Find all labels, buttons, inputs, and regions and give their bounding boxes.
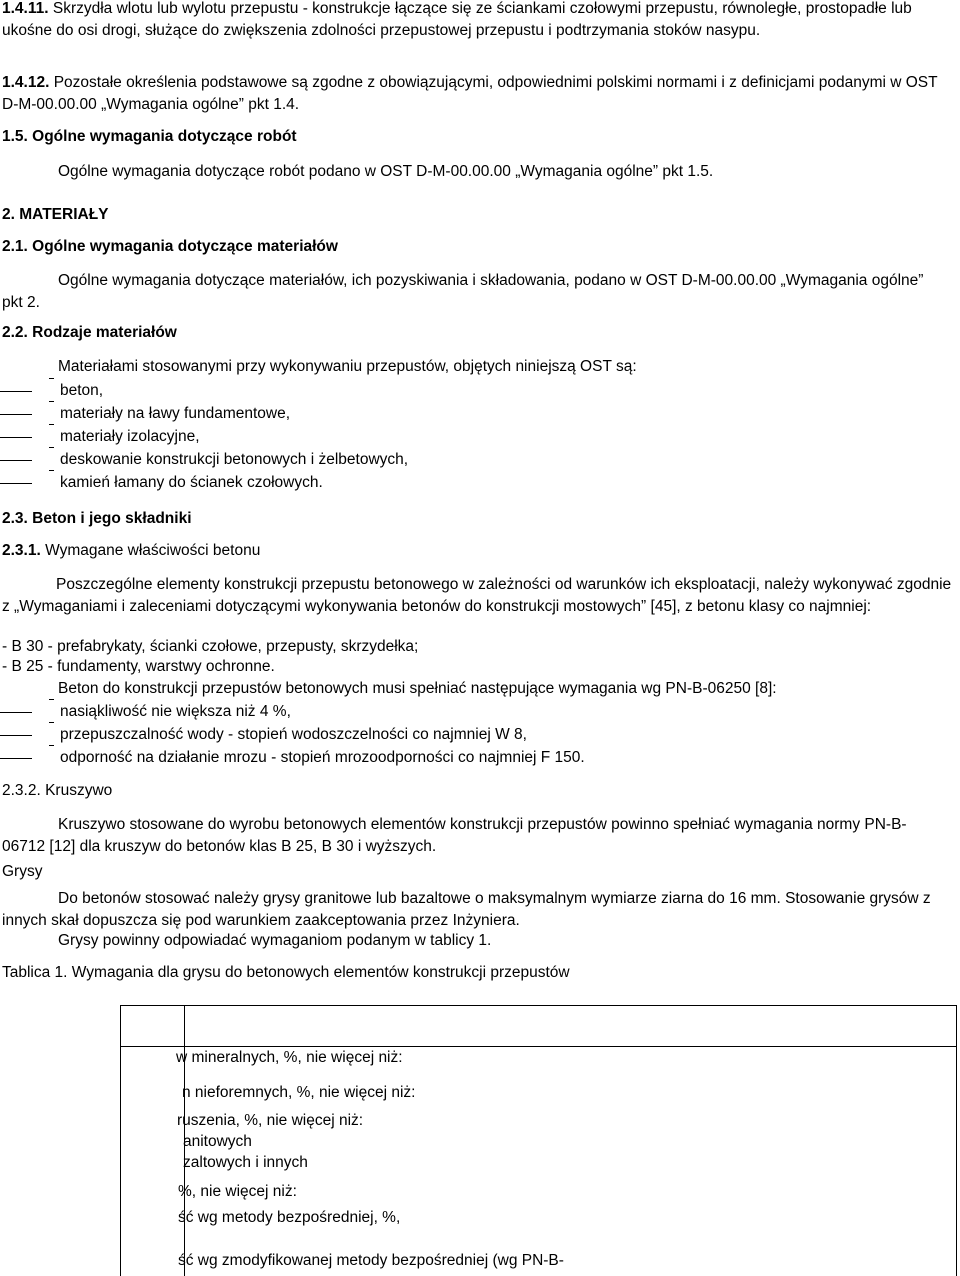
table-row: w mineralnych, %, nie więcej niż: — [176, 1049, 403, 1066]
heading-2-3: 2.3. Beton i jego składniki — [2, 510, 192, 527]
class-b30: - B 30 - prefabrykaty, ścianki czołowe, przepusty, skrzydełka; — [2, 638, 419, 655]
section-1-4-11 — [2, 0, 947, 42]
paragraph-grysy: Do betonów stosować należy grysy granitowe lub bazaltowe o maksymalnym wymiarze ziarna do 16 mm. Stosowanie grysów z innych skał dopuszcza się pod warunkiem zaakceptowania przez Inżyniera. — [2, 890, 931, 929]
heading-2-3-1: 2.3.1. Wymagane właściwości betonu — [2, 542, 261, 559]
class-b25: - B 25 - fundamenty, warstwy ochronne. — [2, 658, 275, 675]
heading-materialy: 2. MATERIAŁY — [2, 206, 109, 223]
paragraph-requirements: Beton do konstrukcji przepustów betonowych musi spełniać następujące wymagania wg PN-B-06250 [8]: — [58, 680, 777, 697]
heading-2-2: 2.2. Rodzaje materiałów — [2, 324, 177, 341]
heading-2-3-2: 2.3.2. Kruszywo — [2, 782, 113, 799]
heading-grysy: Grysy — [2, 863, 43, 880]
list-item: kamień łamany do ścianek czołowych. — [0, 471, 940, 494]
list-item: beton, — [0, 379, 940, 402]
paragraph-1-5: Ogólne wymagania dotyczące robót podano w OST D-M-00.00.00 „Wymagania ogólne” pkt 1.5. — [58, 163, 714, 180]
table-row: ść wg zmodyfikowanej metody bezpośredniej (wg PN-B- — [178, 1252, 564, 1269]
list-item: materiały izolacyjne, — [0, 425, 940, 448]
table-row: ruszenia, %, nie więcej niż: — [177, 1112, 364, 1129]
table-caption: Tablica 1. Wymagania dla grysu do betonowych elementów konstrukcji przepustów — [2, 964, 570, 981]
table-row: anitowych — [183, 1133, 252, 1150]
list-item: przepuszczalność wody - stopień wodoszczelności co najmniej W 8, — [0, 723, 940, 746]
list-item: deskowanie konstrukcji betonowych i żelbetowych, — [0, 448, 940, 471]
table-row: ść wg metody bezpośredniej, %, — [178, 1209, 401, 1226]
table-row: n nieforemnych, %, nie więcej niż: — [182, 1084, 416, 1101]
heading-1-5: 1.5. Ogólne wymagania dotyczące robót — [2, 128, 297, 145]
paragraph-2-3-2: Kruszywo stosowane do wyrobu betonowych elementów konstrukcji przepustów powinno spełniać wymagania normy PN-B-06712 [12] dla kruszyw do betonów klas B 25, B 30 i wyższych. — [2, 816, 907, 855]
section-text: Pozostałe określenia podstawowe są zgodne z obowiązującymi, odpowiednimi polskimi normami i z definicjami podanymi w OST D-M-00.00.00 „Wymagania ogólne” pkt 1.4. — [2, 74, 938, 113]
section-number: 1.4.12. — [2, 74, 50, 91]
table-header-row — [121, 1006, 956, 1047]
paragraph-grysy-table-ref: Grysy powinny odpowiadać wymaganiom podanym w tablicy 1. — [58, 932, 492, 949]
table-row: %, nie więcej niż: — [178, 1183, 297, 1200]
heading-2-1: 2.1. Ogólne wymagania dotyczące materiałów — [2, 238, 338, 255]
table-row: zaltowych i innych — [183, 1154, 308, 1171]
paragraph-2-2-intro: Materiałami stosowanymi przy wykonywaniu przepustów, objętych niniejszą OST są: — [58, 358, 637, 375]
list-item: nasiąkliwość nie większa niż 4 %, — [0, 700, 940, 723]
section-text: Skrzydła wlotu lub wylotu przepustu - konstrukcje łączące się ze ściankami czołowymi przepustu, równoległe, prostopadłe lub ukośne do osi drogi, służące do zwiększenia zdolności przepustowej przepustu i podtrzymania stoków nasypu. — [2, 0, 912, 39]
list-item: odporność na działanie mrozu - stopień mrozoodporności co najmniej F 150. — [0, 746, 940, 769]
list-item: materiały na ławy fundamentowe, — [0, 402, 940, 425]
section-number: 1.4.11. — [2, 0, 49, 17]
section-1-4-12 — [2, 72, 947, 116]
paragraph-2-3-1: Poszczególne elementy konstrukcji przepustu betonowego w zależności od warunków ich eksploatacji, należy wykonywać zgodnie z „Wymaganiami i zaleceniami dotyczącymi wykonywania betonów do konstrukcji mostowych” [45], z betonu klasy co najmniej: — [2, 576, 952, 615]
concrete-requirements-list — [0, 700, 940, 769]
paragraph-2-1: Ogólne wymagania dotyczące materiałów, ich pozyskiwania i składowania, podano w OST D-M-00.00.00 „Wymagania ogólne” pkt 2. — [2, 272, 924, 311]
materials-list — [0, 379, 940, 494]
